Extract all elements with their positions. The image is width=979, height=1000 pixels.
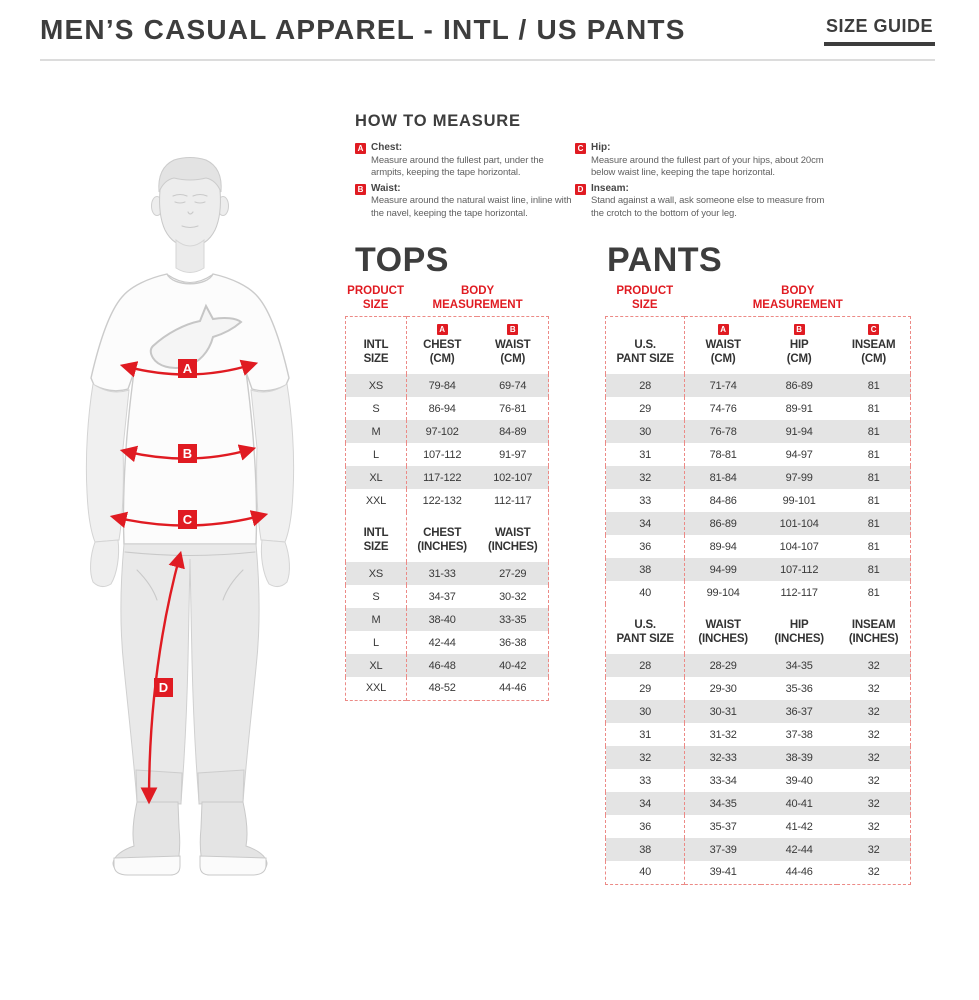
table-cell: 79-84 [428,379,456,392]
column-header-line: (INCHES) [848,633,899,646]
table-cell: 89-94 [709,540,737,553]
body-measurement-label: BODY MEASUREMENT [752,285,843,311]
table-cell: 99-104 [706,586,740,599]
table-cell: 32 [867,751,880,764]
table-cell: 40 [606,581,685,604]
measure-badge-icon: B [794,324,805,335]
measure-badge-c-icon: C [575,143,586,154]
table-cell: 38-40 [428,613,456,626]
measure-badge-icon: A [718,324,729,335]
table-row [606,792,911,815]
table-cell: XXL [346,677,407,700]
pants-cm-header [606,317,911,375]
column-header-line: WAIST [495,527,531,540]
figure-marker-b-icon [178,444,197,463]
table-cell: 37-39 [709,843,737,856]
figure-arm-right [251,384,294,542]
table-row [606,700,911,723]
figure-marker-b-label: B [182,446,193,461]
measure-badge-a-icon: A [355,143,366,154]
column-header-line: WAIST [705,619,741,632]
table-cell: 94-99 [709,563,737,576]
table-cell: S [346,585,407,608]
table-cell: 30 [606,420,685,443]
table-cell: 32-33 [709,751,737,764]
table-cell: 32 [867,659,880,672]
table-cell: 101-104 [779,517,819,530]
table-cell: 46-48 [428,659,456,672]
table-cell: 28 [606,374,685,397]
measure-badge-icon: C [868,324,879,335]
tops-inches-header [346,512,549,562]
table-cell: 32 [606,466,685,489]
pants-group-header [605,285,911,312]
measure-badge-icon: A [437,324,448,335]
table-cell: 44-46 [785,866,813,879]
tops-size-table [345,316,549,701]
table-cell: 32 [867,682,880,695]
measure-item-inseam [575,183,825,221]
column-header-line: (CM) [710,353,736,366]
column-header-line: (INCHES) [417,541,467,554]
table-cell: 84-89 [499,425,527,438]
column-header-line: U.S. [634,339,656,352]
table-cell: 31 [606,443,685,466]
page-header [40,14,935,46]
tops-group-header [345,285,549,312]
table-cell: 41-42 [785,820,813,833]
column-header-line: (INCHES) [487,541,538,554]
column-header-line: (CM) [786,353,812,366]
column-header-line: (CM) [429,353,455,366]
table-cell: 36 [606,535,685,558]
column-header-line: INSEAM [851,619,896,632]
measure-item-hip [575,142,825,180]
table-cell: 38 [606,558,685,581]
table-row [606,861,911,884]
table-row [606,723,911,746]
table-cell: 74-76 [709,402,737,415]
table-cell: 40 [606,861,685,884]
pants-inches-rows [606,654,911,884]
table-cell: 38-39 [785,751,813,764]
table-cell: 42-44 [785,843,813,856]
column-header-line: INTL [363,339,389,352]
column-header-line: WAIST [705,339,741,352]
table-row [606,374,911,397]
table-cell: 30-32 [499,590,527,603]
table-cell: 37-38 [785,728,813,741]
table-cell: 78-81 [709,448,737,461]
column-header [346,512,407,562]
table-cell: 34 [606,512,685,535]
table-cell: 32 [867,797,880,810]
table-cell: 102-107 [493,471,533,484]
table-cell: 33-34 [709,774,737,787]
column-header-line: CHEST [423,527,462,540]
product-size-label: PRODUCT SIZE [616,285,674,311]
table-cell: 91-94 [785,425,813,438]
header-row [346,512,549,562]
column-header-line: (INCHES) [774,633,824,646]
body-measurement-label: BODY MEASUREMENT [432,285,523,311]
measure-badge-d-icon: D [575,184,586,195]
body-measurement-figure [57,140,323,890]
table-row [606,558,911,581]
column-header-line: INSEAM [851,339,896,352]
column-header-line: SIZE [363,353,389,366]
table-row [606,397,911,420]
how-to-measure-heading: HOW TO MEASURE [355,112,521,130]
table-cell: 39-40 [785,774,813,787]
table-cell: XS [346,562,407,585]
table-cell: 40-41 [785,797,813,810]
table-row [346,443,549,466]
column-header-line: PANT SIZE [616,633,674,646]
table-cell: 36-37 [785,705,813,718]
column-header-line: PANT SIZE [616,353,674,366]
table-cell: 81 [867,402,880,415]
tops-heading: TOPS [355,241,449,279]
table-cell: 91-97 [499,448,527,461]
figure-marker-c-icon [178,510,197,529]
column-header [606,317,685,375]
column-header [406,512,477,562]
table-cell: XL [346,654,407,677]
measure-label: Chest: [371,142,403,153]
column-header-line: WAIST [495,339,531,352]
table-row [606,746,911,769]
table-cell: 30-31 [709,705,737,718]
table-cell: 86-94 [428,402,456,415]
table-cell: XXL [346,489,407,512]
table-row [346,677,549,700]
column-header-line: (INCHES) [698,633,748,646]
table-row [606,466,911,489]
table-cell: 35-36 [785,682,813,695]
table-cell: 36 [606,815,685,838]
table-cell: 33-35 [499,613,527,626]
table-cell: 117-122 [423,471,462,484]
tops-section [345,243,549,701]
table-cell: 86-89 [785,379,813,392]
table-cell: S [346,397,407,420]
table-cell: 44-46 [499,682,527,695]
table-cell: 107-112 [780,563,819,576]
table-cell: 89-91 [785,402,813,415]
measure-description: Measure around the natural waist line, inline with the navel, keeping the tape horizontal. [371,195,572,219]
table-cell: 81 [867,563,880,576]
column-header-line: U.S. [634,619,656,632]
how-to-measure-columns [355,142,945,223]
table-cell: 81 [867,471,880,484]
page-title: MEN’S CASUAL APPAREL - INTL / US PANTS [40,14,686,45]
table-cell: M [346,420,407,443]
size-guide-tab[interactable]: SIZE GUIDE [824,16,935,46]
pants-inches-header [606,604,911,654]
figure-hand-right [261,540,289,587]
table-row [606,654,911,677]
table-cell: 104-107 [779,540,819,553]
table-cell: 32 [867,866,880,879]
header-row [606,317,911,375]
table-cell: 31 [606,723,685,746]
table-cell: 35-37 [709,820,737,833]
column-header-line: HIP [789,619,809,632]
table-cell: 33 [606,769,685,792]
table-row [606,512,911,535]
column-header [477,317,548,375]
table-cell: 31-32 [709,728,737,741]
table-cell: 39-41 [709,866,737,879]
measure-description: Measure around the fullest part, under the armpits, keeping the tape horizontal. [371,154,544,179]
table-cell: 32 [867,705,880,718]
column-header [606,604,685,654]
column-header-line: HIP [789,339,809,352]
column-header [761,604,837,654]
table-cell: 29-30 [709,682,737,695]
table-cell: 97-102 [425,425,459,438]
table-cell: 31-33 [428,567,456,580]
measure-item-chest [355,142,575,180]
table-row [606,815,911,838]
column-header [477,512,548,562]
table-cell: 107-112 [423,448,462,461]
table-cell: 34 [606,792,685,815]
table-row [346,466,549,489]
column-header [837,604,910,654]
tops-cm-header [346,317,549,375]
table-row [346,420,549,443]
column-header-line: SIZE [363,541,389,554]
table-cell: 32 [867,820,880,833]
pants-section [605,243,911,885]
table-cell: 27-29 [499,567,527,580]
table-cell: 99-101 [782,494,816,507]
measure-label: Inseam: [591,182,629,194]
product-size-label: PRODUCT SIZE [347,285,405,311]
column-header-line: CHEST [423,339,462,352]
table-cell: 76-78 [709,425,737,438]
table-cell: 28 [606,654,685,677]
header-row [606,604,911,654]
measure-label: Hip: [591,142,611,153]
table-cell: 32 [606,746,685,769]
table-cell: 81 [867,448,880,461]
tops-inches-rows [346,562,549,700]
table-cell: 94-97 [785,448,813,461]
measure-description: Stand against a wall, ask someone else to measure from the crotch to the bottom of your leg. [591,195,825,219]
column-header [685,317,761,375]
measure-description: Measure around the fullest part of your hips, about 20cm below waist line, keeping the tape horizontal. [591,154,824,179]
table-row [606,677,911,700]
measure-badge-b-icon: B [355,184,366,195]
table-cell: 112-117 [494,494,532,507]
table-cell: 33 [606,489,685,512]
tops-cm-rows [346,374,549,512]
table-cell: 81 [867,540,880,553]
figure-sole-left [114,856,180,875]
header-row [346,317,549,375]
column-header [685,604,761,654]
table-cell: 32 [867,728,880,741]
column-header [346,317,407,375]
table-row [606,535,911,558]
column-header [406,317,477,375]
figure-marker-a-icon [178,359,197,378]
how-to-measure-section [355,112,945,223]
column-header [837,317,910,375]
table-cell: 40-42 [499,659,527,672]
table-cell: 34-35 [785,659,813,672]
figure-marker-c-label: C [182,512,193,527]
table-cell: 84-86 [709,494,737,507]
table-row [606,769,911,792]
table-cell: 34-35 [709,797,737,810]
table-row [606,420,911,443]
measure-item-waist [355,183,575,221]
figure-marker-d-label: D [158,680,169,695]
measure-label: Waist: [371,182,401,194]
column-header-line: (CM) [500,353,526,366]
table-cell: XL [346,466,407,489]
table-cell: 122-132 [422,494,462,507]
pants-heading: PANTS [607,241,723,279]
table-cell: 81 [867,379,880,392]
table-cell: 112-117 [780,586,818,599]
table-cell: 32 [867,843,880,856]
figure-hand-left [91,540,119,587]
figure-sole-right [200,856,266,875]
table-cell: 48-52 [428,682,456,695]
table-cell: 71-74 [709,379,737,392]
pants-size-table [605,316,911,885]
column-header-line: (CM) [861,353,887,366]
header-divider [40,59,935,61]
table-cell: 28-29 [709,659,737,672]
table-cell: 29 [606,677,685,700]
figure-marker-d-icon [154,678,173,697]
table-row [606,489,911,512]
table-cell: 42-44 [428,636,456,649]
column-header [761,317,837,375]
table-row [346,654,549,677]
table-cell: 97-99 [785,471,813,484]
table-cell: 32 [867,774,880,787]
figure-cuff-left [136,770,182,804]
table-row [606,838,911,861]
table-cell: 86-89 [709,517,737,530]
column-header-line: INTL [363,527,389,540]
table-row [346,608,549,631]
table-row [346,489,549,512]
how-to-measure-column-2 [575,142,825,223]
table-cell: 69-74 [499,379,527,392]
table-cell: 38 [606,838,685,861]
table-row [606,581,911,604]
table-cell: M [346,608,407,631]
figure-marker-a-label: A [182,361,193,376]
measure-badge-icon: B [507,324,518,335]
table-cell: 36-38 [499,636,527,649]
table-cell: 81 [867,494,880,507]
table-cell: XS [346,374,407,397]
table-row [346,562,549,585]
table-row [346,585,549,608]
pants-cm-rows [606,374,911,604]
table-cell: 34-37 [428,590,456,603]
table-cell: 76-81 [499,402,527,415]
table-row [346,374,549,397]
table-cell: 81 [867,425,880,438]
figure-cuff-right [198,770,244,804]
table-cell: 81 [867,586,880,599]
table-row [346,631,549,654]
table-cell: 81 [867,517,880,530]
table-row [606,443,911,466]
table-cell: 30 [606,700,685,723]
table-cell: L [346,631,407,654]
how-to-measure-column-1 [355,142,575,223]
table-row [346,397,549,420]
table-cell: 29 [606,397,685,420]
figure-pants [121,544,259,802]
table-cell: 81-84 [709,471,737,484]
table-cell: L [346,443,407,466]
